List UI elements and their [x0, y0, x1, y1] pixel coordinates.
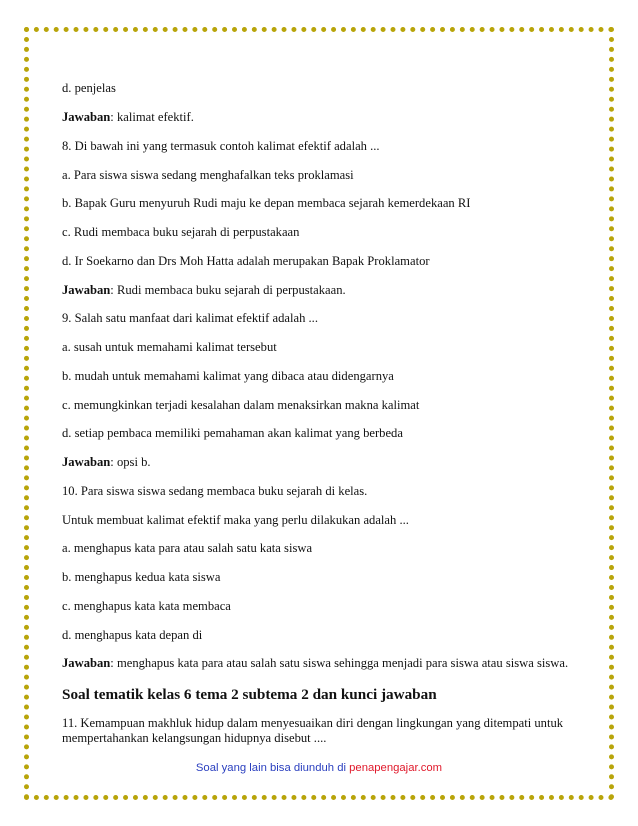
answer-label: Jawaban: [62, 110, 111, 124]
option-line: d. Ir Soekarno dan Drs Moh Hatta adalah merupakan Bapak Proklamator: [62, 254, 430, 268]
question-11: 11. Kemampuan makhluk hidup dalam menyesuaikan diri dengan lingkungan yang ditempati untuk mempertahankan kelangsungan hidupnya disebut ....: [62, 716, 564, 745]
question-line: 9. Salah satu manfaat dari kalimat efektif adalah ...: [62, 311, 318, 325]
section-heading: Soal tematik kelas 6 tema 2 subtema 2 dan kunci jawaban: [62, 686, 437, 703]
option-line: c. menghapus kata kata membaca: [62, 599, 231, 613]
option-line: b. menghapus kedua kata siswa: [62, 570, 221, 584]
option-line: d. setiap pembaca memiliki pemahaman akan kalimat yang berbeda: [62, 426, 403, 440]
answer-label: Jawaban: [62, 455, 111, 469]
option-line: b. mudah untuk memahami kalimat yang dibaca atau didengarnya: [62, 369, 394, 383]
option-line: a. Para siswa siswa sedang menghafalkan teks proklamasi: [62, 168, 354, 182]
question-line: Untuk membuat kalimat efektif maka yang perlu dilakukan adalah ...: [62, 513, 409, 527]
option-line: b. Bapak Guru menyuruh Rudi maju ke depan membaca sejarah kemerdekaan RI: [62, 196, 471, 210]
answer-label: Jawaban: [62, 656, 111, 670]
answer-line: Jawaban: menghapus kata para atau salah satu siswa sehingga menjadi para siswa atau siswa siswa.: [62, 656, 569, 670]
option-line: d. menghapus kata depan di: [62, 628, 203, 642]
footer-text: Soal yang lain bisa diunduh di: [195, 762, 350, 774]
option-line: c. memungkinkan terjadi kesalahan dalam menaksirkan makna kalimat: [62, 398, 420, 412]
answer-line: Jawaban: kalimat efektif.: [62, 110, 194, 124]
option-line: d. penjelas: [62, 81, 116, 95]
footer: [0, 762, 638, 774]
answer-line: Jawaban: opsi b.: [62, 455, 151, 469]
footer-link[interactable]: penapengajar.com: [349, 762, 443, 774]
question-line: 8. Di bawah ini yang termasuk contoh kalimat efektif adalah ...: [62, 139, 380, 153]
answer-line: Jawaban: Rudi membaca buku sejarah di perpustakaan.: [62, 283, 346, 297]
option-line: a. susah untuk memahami kalimat tersebut: [62, 340, 277, 354]
option-line: c. Rudi membaca buku sejarah di perpustakaan: [62, 225, 300, 239]
question-line: 10. Para siswa siswa sedang membaca buku sejarah di kelas.: [62, 484, 368, 498]
option-line: a. menghapus kata para atau salah satu kata siswa: [62, 541, 313, 555]
answer-label: Jawaban: [62, 283, 111, 297]
